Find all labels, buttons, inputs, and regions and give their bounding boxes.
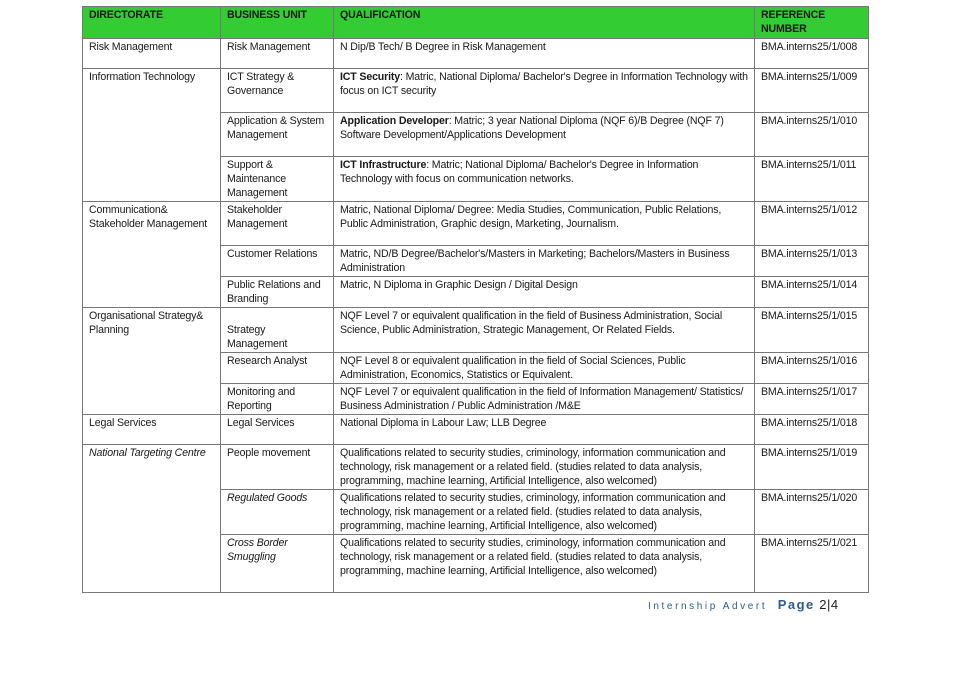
qualification-text: : Matric; 3 year National Diploma (NQF 6)/B Degree (NQF 7) Software Development/Applications Development [340,115,724,141]
qualification-cell [334,384,755,415]
reference-cell: BMA.interns25/1/010 [755,113,869,157]
directorate-cell [83,490,221,535]
qualification-text: Matric, N Diploma in Graphic Design / Digital Design [340,279,578,291]
reference-cell: BMA.interns25/1/021 [755,535,869,593]
table-row [83,445,869,490]
table-row [83,202,869,246]
qualification-text: : Matric; National Diploma/ Bachelor's Degree in Information Technology with focus on communication networks. [340,159,699,185]
business-unit-cell: Regulated Goods [221,490,334,535]
business-unit-cell: People movement [221,445,334,490]
qualification-cell [334,445,755,490]
reference-cell: BMA.interns25/1/015 [755,308,869,353]
table-row [83,384,869,415]
footer-label: Internship Advert [648,601,768,612]
directorate-cell: Risk Management [83,39,221,69]
qualification-cell [334,308,755,353]
qualification-cell [334,39,755,69]
reference-cell: BMA.interns25/1/011 [755,157,869,202]
table-row [83,157,869,202]
directorate-cell [83,157,221,202]
reference-cell: BMA.interns25/1/013 [755,246,869,277]
header-directorate: DIRECTORATE [83,7,221,39]
table-row [83,69,869,113]
qualification-cell [334,490,755,535]
footer-page-word: Page [777,597,815,612]
table-row [83,113,869,157]
qualification-text: : Matric, National Diploma/ Bachelor's Degree in Information Technology with focus on ICT security [340,71,748,97]
business-unit-cell: Support & Maintenance Management [221,157,334,202]
table-header-row [83,7,869,39]
business-unit-cell: ICT Strategy & Governance [221,69,334,113]
directorate-cell: National Targeting Centre [83,445,221,490]
qualification-lead: ICT Infrastructure [340,159,427,171]
directorate-cell [83,113,221,157]
qualification-text: N Dip/B Tech/ B Degree in Risk Management [340,41,546,53]
qualification-text: National Diploma in Labour Law; LLB Degree [340,417,547,429]
header-business-unit: BUSINESS UNIT [221,7,334,39]
qualification-text: Qualifications related to security studies, criminology, information communication and technology, risk management or a related field. (studies related to data analysis, programming, machine learning, Artificial Intelligence, also welcomed) [340,447,726,487]
table-row [83,39,869,69]
business-unit-cell: Strategy Management [221,308,334,353]
qualification-text: NQF Level 8 or equivalent qualification in the field of Social Sciences, Public Administration, Economics, Statistics or Equivalent. [340,355,686,381]
directorate-cell [83,277,221,308]
reference-cell: BMA.interns25/1/019 [755,445,869,490]
table-row [83,277,869,308]
table-row [83,535,869,593]
qualification-cell [334,353,755,384]
business-unit-cell: Customer Relations [221,246,334,277]
directorate-cell: Communication& Stakeholder Management [83,202,221,246]
directorate-cell [83,535,221,593]
qualification-text: Matric, ND/B Degree/Bachelor's/Masters in Marketing; Bachelors/Masters in Business Administration [340,248,730,274]
business-unit-cell: Risk Management [221,39,334,69]
reference-cell: BMA.interns25/1/012 [755,202,869,246]
business-unit-cell: Legal Services [221,415,334,445]
footer-page-number: 2|4 [819,597,839,612]
qualification-cell [334,113,755,157]
reference-cell: BMA.interns25/1/017 [755,384,869,415]
qualification-cell [334,202,755,246]
directorate-cell: Legal Services [83,415,221,445]
qualifications-table [82,6,869,593]
business-unit-cell: Stakeholder Management [221,202,334,246]
qualification-lead: Application Developer [340,115,449,127]
business-unit-cell: Research Analyst [221,353,334,384]
qualification-cell [334,535,755,593]
reference-cell: BMA.interns25/1/014 [755,277,869,308]
qualification-text: NQF Level 7 or equivalent qualification in the field of Information Management/ Statistics/ Business Administration / Public Administration /M&E [340,386,744,412]
qualification-cell [334,415,755,445]
directorate-cell [83,246,221,277]
qualification-cell [334,246,755,277]
table-row [83,353,869,384]
qualification-cell [334,157,755,202]
qualification-text: Matric, National Diploma/ Degree: Media Studies, Communication, Public Relations, Public Administration, Graphic design, Marketing, Journalism. [340,204,722,230]
qualification-cell [334,277,755,308]
table-row [83,246,869,277]
reference-cell: BMA.interns25/1/016 [755,353,869,384]
business-unit-cell: Public Relations and Branding [221,277,334,308]
directorate-cell [83,384,221,415]
table-row [83,415,869,445]
business-unit-cell: Application & System Management [221,113,334,157]
qualification-cell [334,69,755,113]
reference-cell: BMA.interns25/1/020 [755,490,869,535]
business-unit-cell: Monitoring and Reporting [221,384,334,415]
table-row [83,308,869,353]
directorate-cell [83,353,221,384]
reference-cell: BMA.interns25/1/018 [755,415,869,445]
header-qualification: QUALIFICATION [334,7,755,39]
header-reference-number: REFERENCE NUMBER [755,7,869,39]
qualification-text: Qualifications related to security studies, criminology, information communication and technology, risk management or a related field. (studies related to data analysis, programming, machine learning, Artificial Intelligence, also welcomed) [340,537,726,577]
business-unit-cell: Cross Border Smuggling [221,535,334,593]
qualification-text: Qualifications related to security studies, criminology, information communication and technology, risk management or a related field. (studies related to data analysis, programming, machine learning, Artificial Intelligence, also welcomed) [340,492,726,532]
qualification-text: NQF Level 7 or equivalent qualification in the field of Business Administration, Social Science, Public Administration, Strategic Management, Or Related Fields. [340,310,723,336]
directorate-cell: Organisational Strategy& Planning [83,308,221,353]
table-row [83,490,869,535]
page-footer [648,596,839,614]
directorate-cell: Information Technology [83,69,221,113]
reference-cell: BMA.interns25/1/009 [755,69,869,113]
reference-cell: BMA.interns25/1/008 [755,39,869,69]
qualification-lead: ICT Security [340,71,401,83]
